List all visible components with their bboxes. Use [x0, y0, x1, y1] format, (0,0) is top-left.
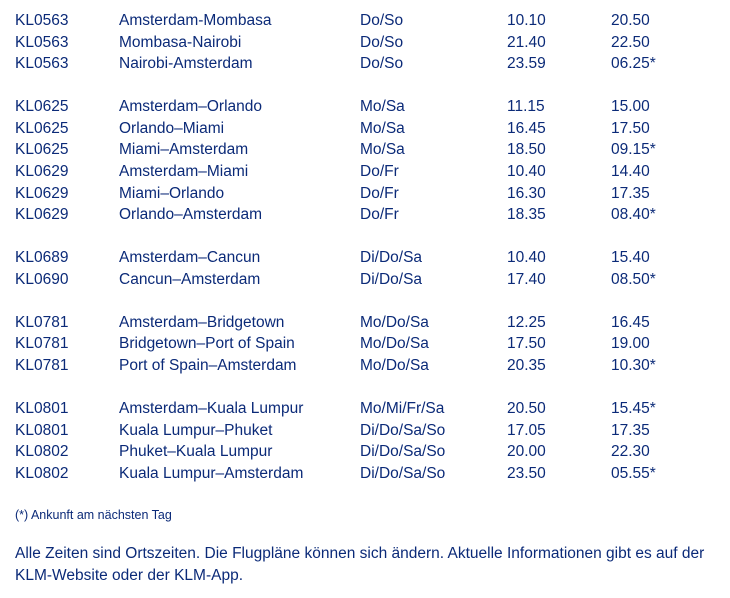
flight-number: KL0801 — [15, 400, 69, 417]
arrival-time: 20.50 — [611, 12, 650, 29]
table-row — [0, 183, 730, 205]
operating-days: Di/Do/Sa/So — [360, 443, 446, 461]
arrival-time: 15.00 — [611, 98, 650, 116]
route: Amsterdam–Miami — [119, 163, 249, 180]
departure-time: 16.45 — [507, 119, 546, 137]
arrival-time: 08.40* — [611, 206, 656, 224]
arrival-time: 17.50 — [611, 119, 650, 137]
arrival-time: 17.35 — [611, 421, 650, 439]
operating-days: Do/Fr — [360, 206, 399, 224]
route: Port of Spain–Amsterdam — [119, 357, 297, 374]
footnote: (*) Ankunft am nächsten Tag — [15, 508, 172, 522]
departure-time: 20.00 — [507, 443, 546, 461]
table-row — [0, 333, 730, 355]
flight-number: KL0781 — [15, 357, 69, 374]
route: Cancun–Amsterdam — [119, 270, 261, 288]
arrival-time: 09.15* — [611, 141, 656, 159]
table-row — [0, 312, 730, 334]
departure-time: 10.10 — [507, 12, 546, 29]
operating-days: Di/Do/Sa/So — [360, 421, 446, 439]
route: Orlando–Amsterdam — [119, 206, 263, 224]
route: Orlando–Miami — [119, 119, 225, 137]
route: Miami–Amsterdam — [119, 141, 249, 159]
route: Amsterdam–Bridgetown — [119, 313, 285, 331]
arrival-time: 14.40 — [611, 163, 650, 180]
operating-days: Mo/Sa — [360, 98, 405, 116]
operating-days: Do/So — [360, 12, 404, 29]
operating-days: Do/So — [360, 55, 404, 73]
operating-days: Mo/Sa — [360, 119, 405, 137]
route: Kuala Lumpur–Phuket — [119, 421, 273, 439]
route: Miami–Orlando — [119, 184, 225, 202]
flight-number: KL0781 — [15, 335, 69, 353]
flight-number: KL0563 — [15, 12, 69, 29]
route: Amsterdam–Cancun — [119, 249, 261, 267]
table-row — [0, 269, 730, 291]
departure-time: 16.30 — [507, 184, 546, 202]
route: Amsterdam–Kuala Lumpur — [119, 400, 304, 417]
table-row — [0, 32, 730, 54]
table-row — [0, 161, 730, 183]
flight-number: KL0625 — [15, 141, 69, 159]
arrival-time: 19.00 — [611, 335, 650, 353]
arrival-time: 15.40 — [611, 249, 650, 267]
table-row — [0, 355, 730, 377]
table-row — [0, 420, 730, 442]
flight-number: KL0801 — [15, 421, 69, 439]
flight-number: KL0629 — [15, 206, 69, 224]
operating-days: Mo/Mi/Fr/Sa — [360, 400, 445, 417]
flight-number: KL0625 — [15, 119, 69, 137]
departure-time: 10.40 — [507, 163, 546, 180]
departure-time: 12.25 — [507, 313, 546, 331]
route: Amsterdam–Orlando — [119, 98, 263, 116]
route: Mombasa-Nairobi — [119, 33, 242, 51]
operating-days: Do/Fr — [360, 184, 399, 202]
operating-days: Mo/Sa — [360, 141, 405, 159]
departure-time: 18.50 — [507, 141, 546, 159]
route: Kuala Lumpur–Amsterdam — [119, 464, 304, 482]
departure-time: 10.40 — [507, 249, 546, 267]
table-row — [0, 96, 730, 118]
departure-time: 23.59 — [507, 55, 546, 73]
departure-time: 20.35 — [507, 357, 546, 374]
table-row — [0, 441, 730, 463]
route: Bridgetown–Port of Spain — [119, 335, 295, 353]
operating-days: Mo/Do/Sa — [360, 357, 429, 374]
table-row — [0, 118, 730, 140]
table-row — [0, 398, 730, 420]
departure-time: 17.05 — [507, 421, 546, 439]
departure-time: 23.50 — [507, 464, 546, 482]
route: Nairobi-Amsterdam — [119, 55, 253, 73]
flight-number: KL0690 — [15, 270, 69, 288]
arrival-time: 08.50* — [611, 270, 656, 288]
operating-days: Di/Do/Sa — [360, 249, 423, 267]
departure-time: 21.40 — [507, 33, 546, 51]
flight-number: KL0802 — [15, 464, 69, 482]
table-row — [0, 53, 730, 75]
flight-number: KL0625 — [15, 98, 69, 116]
table-row — [0, 139, 730, 161]
flight-number: KL0563 — [15, 55, 69, 73]
arrival-time: 22.30 — [611, 443, 650, 461]
operating-days: Mo/Do/Sa — [360, 313, 429, 331]
operating-days: Di/Do/Sa — [360, 270, 423, 288]
table-row — [0, 247, 730, 269]
arrival-time: 05.55* — [611, 464, 656, 482]
flight-number: KL0802 — [15, 443, 69, 461]
operating-days: Do/So — [360, 33, 404, 51]
departure-time: 17.40 — [507, 270, 546, 288]
flight-number: KL0629 — [15, 163, 69, 180]
arrival-time: 06.25* — [611, 55, 656, 73]
arrival-time: 22.50 — [611, 33, 650, 51]
arrival-time: 17.35 — [611, 184, 650, 202]
arrival-time: 10.30* — [611, 357, 656, 374]
departure-time: 20.50 — [507, 400, 546, 417]
arrival-time: 16.45 — [611, 313, 650, 331]
departure-time: 18.35 — [507, 206, 546, 224]
arrival-time: 15.45* — [611, 400, 656, 417]
table-row — [0, 463, 730, 485]
flight-number: KL0781 — [15, 313, 69, 331]
route: Phuket–Kuala Lumpur — [119, 443, 273, 461]
table-row — [0, 204, 730, 226]
operating-days: Di/Do/Sa/So — [360, 464, 446, 482]
flight-number: KL0629 — [15, 184, 69, 202]
flight-number: KL0563 — [15, 33, 69, 51]
route: Amsterdam-Mombasa — [119, 12, 272, 29]
table-row — [0, 10, 730, 32]
departure-time: 11.15 — [507, 98, 545, 116]
flight-number: KL0689 — [15, 249, 69, 267]
operating-days: Mo/Do/Sa — [360, 335, 429, 353]
operating-days: Do/Fr — [360, 163, 399, 180]
departure-time: 17.50 — [507, 335, 546, 353]
disclaimer: Alle Zeiten sind Ortszeiten. Die Flugpläne können sich ändern. Aktuelle Informationen gibt es auf der KLM-Website oder der KLM-App. — [15, 545, 705, 584]
